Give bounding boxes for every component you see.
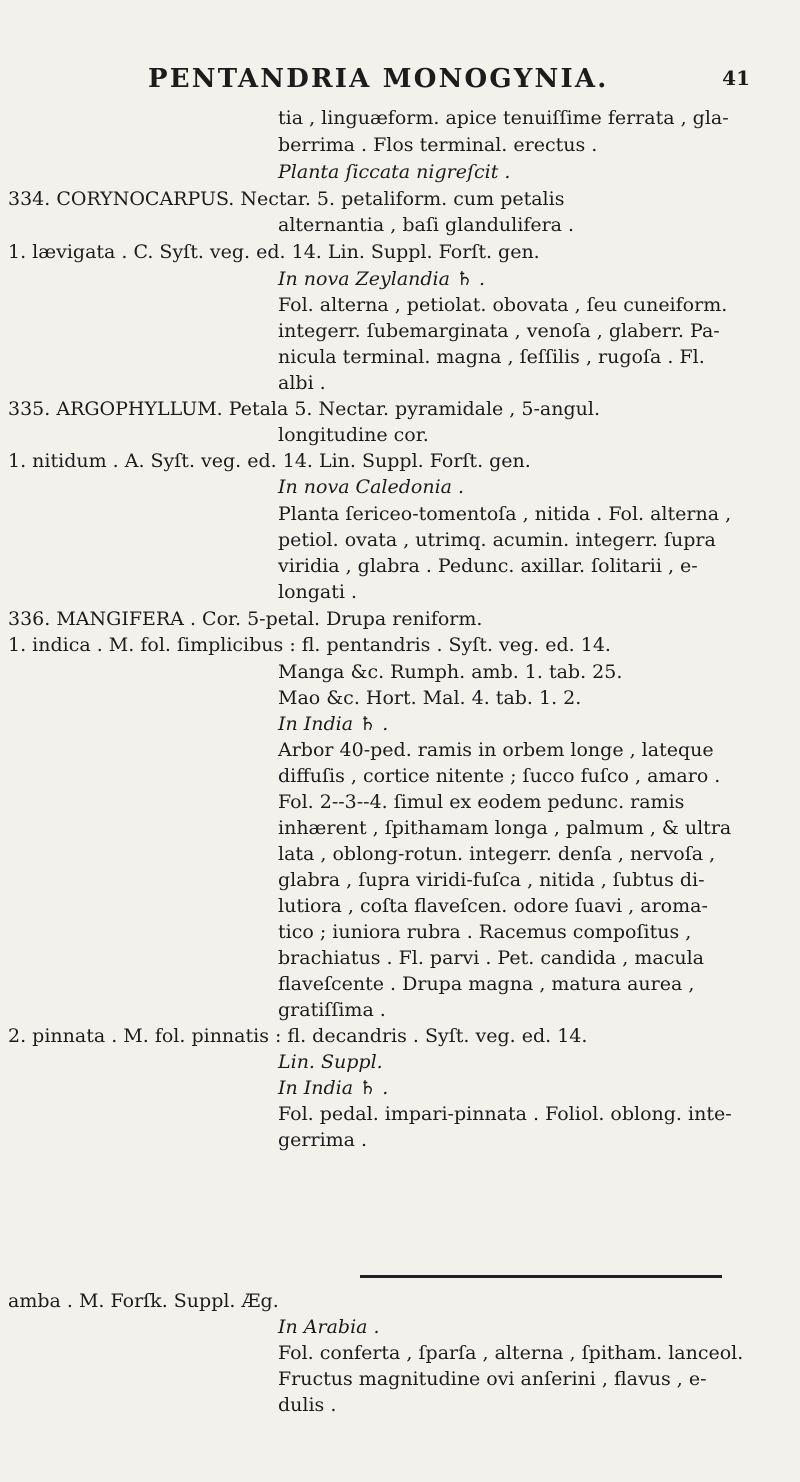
text-line: Fol. 2--3--4. ſimul ex eodem pedunc. ramis — [278, 791, 685, 813]
genus-heading-mangifera: 336. MANGIFERA . Cor. 5-petal. Drupa reniform. — [8, 608, 483, 630]
text-line: dulis . — [278, 1394, 337, 1416]
text-line: In India ♄ . — [278, 1077, 389, 1099]
text-line: brachiatus . Fl. parvi . Pet. candida , macula — [278, 947, 705, 969]
text-line: Arbor 40-ped. ramis in orbem longe , lateque — [278, 739, 714, 761]
text-line: In India ♄ . — [278, 713, 389, 735]
running-header — [0, 62, 800, 102]
text-line: Planta ſiccata nigreſcit . — [278, 161, 511, 183]
text-line: Lin. Suppl. — [278, 1051, 383, 1073]
text-line: gerrima . — [278, 1129, 368, 1151]
text-line: flaveſcente . Drupa magna , matura aurea , — [278, 973, 695, 995]
species-entry-pinnata: 2. pinnata . M. fol. pinnatis : fl. decandris . Syſt. veg. ed. 14. — [8, 1025, 588, 1047]
text-line: viridia , glabra . Pedunc. axillar. ſolitarii , e- — [278, 555, 698, 577]
text-line: Manga &c. Rumph. amb. 1. tab. 25. — [278, 661, 623, 683]
text-line: glabra , ſupra viridi-fuſca , nitida , ſubtus di- — [278, 869, 705, 891]
species-entry-indica: 1. indica . M. fol. ſimplicibus : fl. pentandris . Syſt. veg. ed. 14. — [8, 634, 611, 656]
text-line: Fol. pedal. impari-pinnata . Foliol. oblong. inte- — [278, 1103, 732, 1125]
divider-rule — [360, 1275, 722, 1278]
species-entry-laevigata: 1. lævigata . C. Syſt. veg. ed. 14. Lin. Suppl. Forſt. gen. — [8, 241, 540, 263]
page-number: 41 — [722, 66, 750, 90]
text-line: Fructus magnitudine ovi anſerini , flavus , e- — [278, 1368, 707, 1390]
text-line: nicula terminal. magna , ſeſſilis , rugoſa . Fl. — [278, 346, 705, 368]
text-line: longati . — [278, 581, 358, 603]
genus-heading-argophyllum: 335. ARGOPHYLLUM. Petala 5. Nectar. pyramidale , 5-angul. — [8, 398, 600, 420]
text-line: diffuſis , cortice nitente ; ſucco fuſco , amaro . — [278, 765, 721, 787]
species-entry-nitidum: 1. nitidum . A. Syſt. veg. ed. 14. Lin. Suppl. Forſt. gen. — [8, 450, 531, 472]
text-line: integerr. ſubemarginata , venoſa , glaberr. Pa- — [278, 320, 720, 342]
text-line: albi . — [278, 372, 326, 394]
text-line: In nova Caledonia . — [278, 476, 465, 498]
text-line: lutiora , coſta flaveſcen. odore ſuavi , aroma- — [278, 895, 708, 917]
text-line: gratiſſima . — [278, 999, 386, 1021]
text-line: Fol. alterna , petiolat. obovata , ſeu cuneiform. — [278, 294, 728, 316]
text-line: berrima . Flos terminal. erectus . — [278, 134, 598, 156]
running-title: PENTANDRIA MONOGYNIA. — [148, 64, 609, 94]
text-line: petiol. ovata , utrimq. acumin. integerr. ſupra — [278, 529, 716, 551]
text-line: Planta ſericeo-tomentoſa , nitida . Fol. alterna , — [278, 503, 732, 525]
text-line: longitudine cor. — [278, 424, 429, 446]
text-line: tico ; iuniora rubra . Racemus compoſitus , — [278, 921, 692, 943]
genus-heading-corynocarpus: 334. CORYNOCARPUS. Nectar. 5. petaliform. cum petalis — [8, 188, 565, 210]
species-entry-amba: amba . M. Forſk. Suppl. Æg. — [8, 1290, 279, 1312]
text-line: tia , linguæform. apice tenuiſſime ferrata , gla- — [278, 107, 729, 129]
text-line: Mao &c. Hort. Mal. 4. tab. 1. 2. — [278, 687, 582, 709]
text-line: inhærent , ſpithamam longa , palmum , & ultra — [278, 817, 732, 839]
text-line: lata , oblong-rotun. integerr. denſa , nervoſa , — [278, 843, 716, 865]
text-line: In nova Zeylandia ♄ . — [278, 268, 486, 290]
text-line: alternantia , baſi glandulifera . — [278, 214, 575, 236]
text-line: Fol. conferta , ſparſa , alterna , ſpitham. lanceol. — [278, 1342, 744, 1364]
text-line: In Arabia . — [278, 1316, 380, 1338]
